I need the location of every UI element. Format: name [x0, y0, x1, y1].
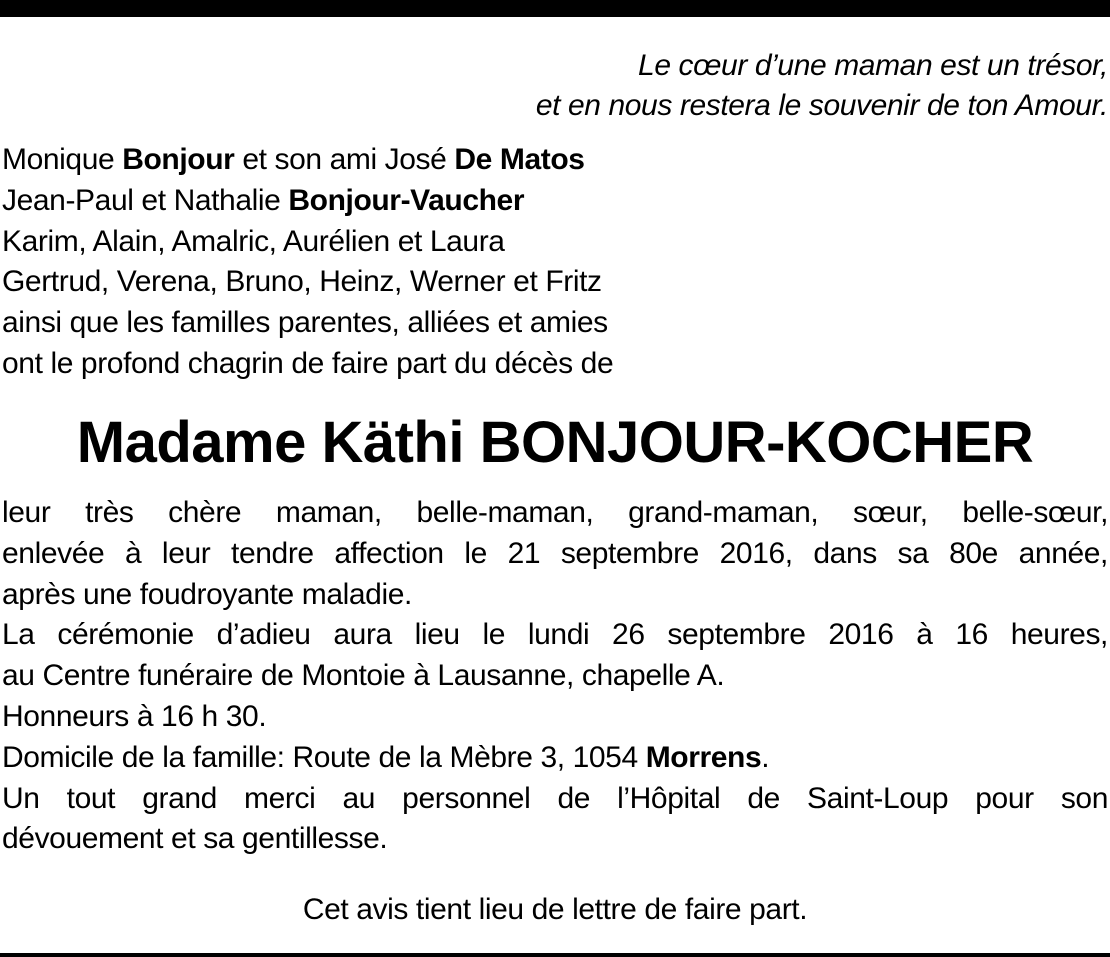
body-line: leur très chère maman, belle-maman, grand-maman, sœur, belle-sœur, [2, 496, 1108, 529]
family-line: ainsi que les familles parentes, alliées et amies [2, 306, 608, 340]
family-text: Jean-Paul et Nathalie [2, 183, 289, 217]
notice-body [2, 493, 1108, 860]
family-announcement [2, 140, 1002, 385]
footer-note: Cet avis tient lieu de lettre de faire part. [302, 893, 808, 926]
family-line [2, 181, 1002, 222]
body-line: Honneurs à 16 h 30. [2, 699, 267, 733]
body-line: après une foudroyante maladie. [2, 577, 412, 611]
body-line: au Centre funéraire de Montoie à Lausanne, chapelle A. [2, 659, 725, 693]
epigraph [108, 46, 1108, 126]
body-line: La cérémonie d’adieu aura lieu le lundi 26 septembre 2016 à 16 heures, [2, 618, 1108, 652]
body-line: dévouement et sa gentillesse. [2, 822, 388, 856]
address-town: Morrens [645, 740, 762, 774]
family-line: Karim, Alain, Amalric, Aurélien et Laura [2, 224, 505, 258]
address-punct: . [761, 740, 770, 774]
family-line: ont le profond chagrin de faire part du décès de [2, 346, 614, 380]
family-surname: Bonjour [122, 143, 235, 176]
body-line [2, 738, 1108, 779]
family-surname: De Matos [454, 143, 585, 176]
family-text: Monique [2, 143, 123, 176]
bottom-rule [0, 953, 1110, 957]
family-text: et son ami José [234, 143, 455, 176]
epigraph-line: Le cœur d’une maman est un trésor, [638, 49, 1108, 82]
epigraph-line: et en nous restera le souvenir de ton Amour. [535, 89, 1108, 122]
body-line: Un tout grand merci au personnel de l’Hôpital de Saint-Loup pour son [2, 781, 1108, 815]
family-surname: Bonjour-Vaucher [288, 183, 525, 217]
body-line: enlevée à leur tendre affection le 21 septembre 2016, dans sa 80e année, [2, 536, 1108, 570]
family-line: Gertrud, Verena, Bruno, Heinz, Werner et Fritz [2, 265, 602, 299]
family-line [2, 140, 1002, 181]
address-text: Domicile de la famille: Route de la Mèbre 3, 1054 [2, 740, 646, 774]
top-rule [0, 0, 1110, 17]
deceased-name: Madame Käthi BONJOUR-KOCHER [76, 410, 1034, 475]
